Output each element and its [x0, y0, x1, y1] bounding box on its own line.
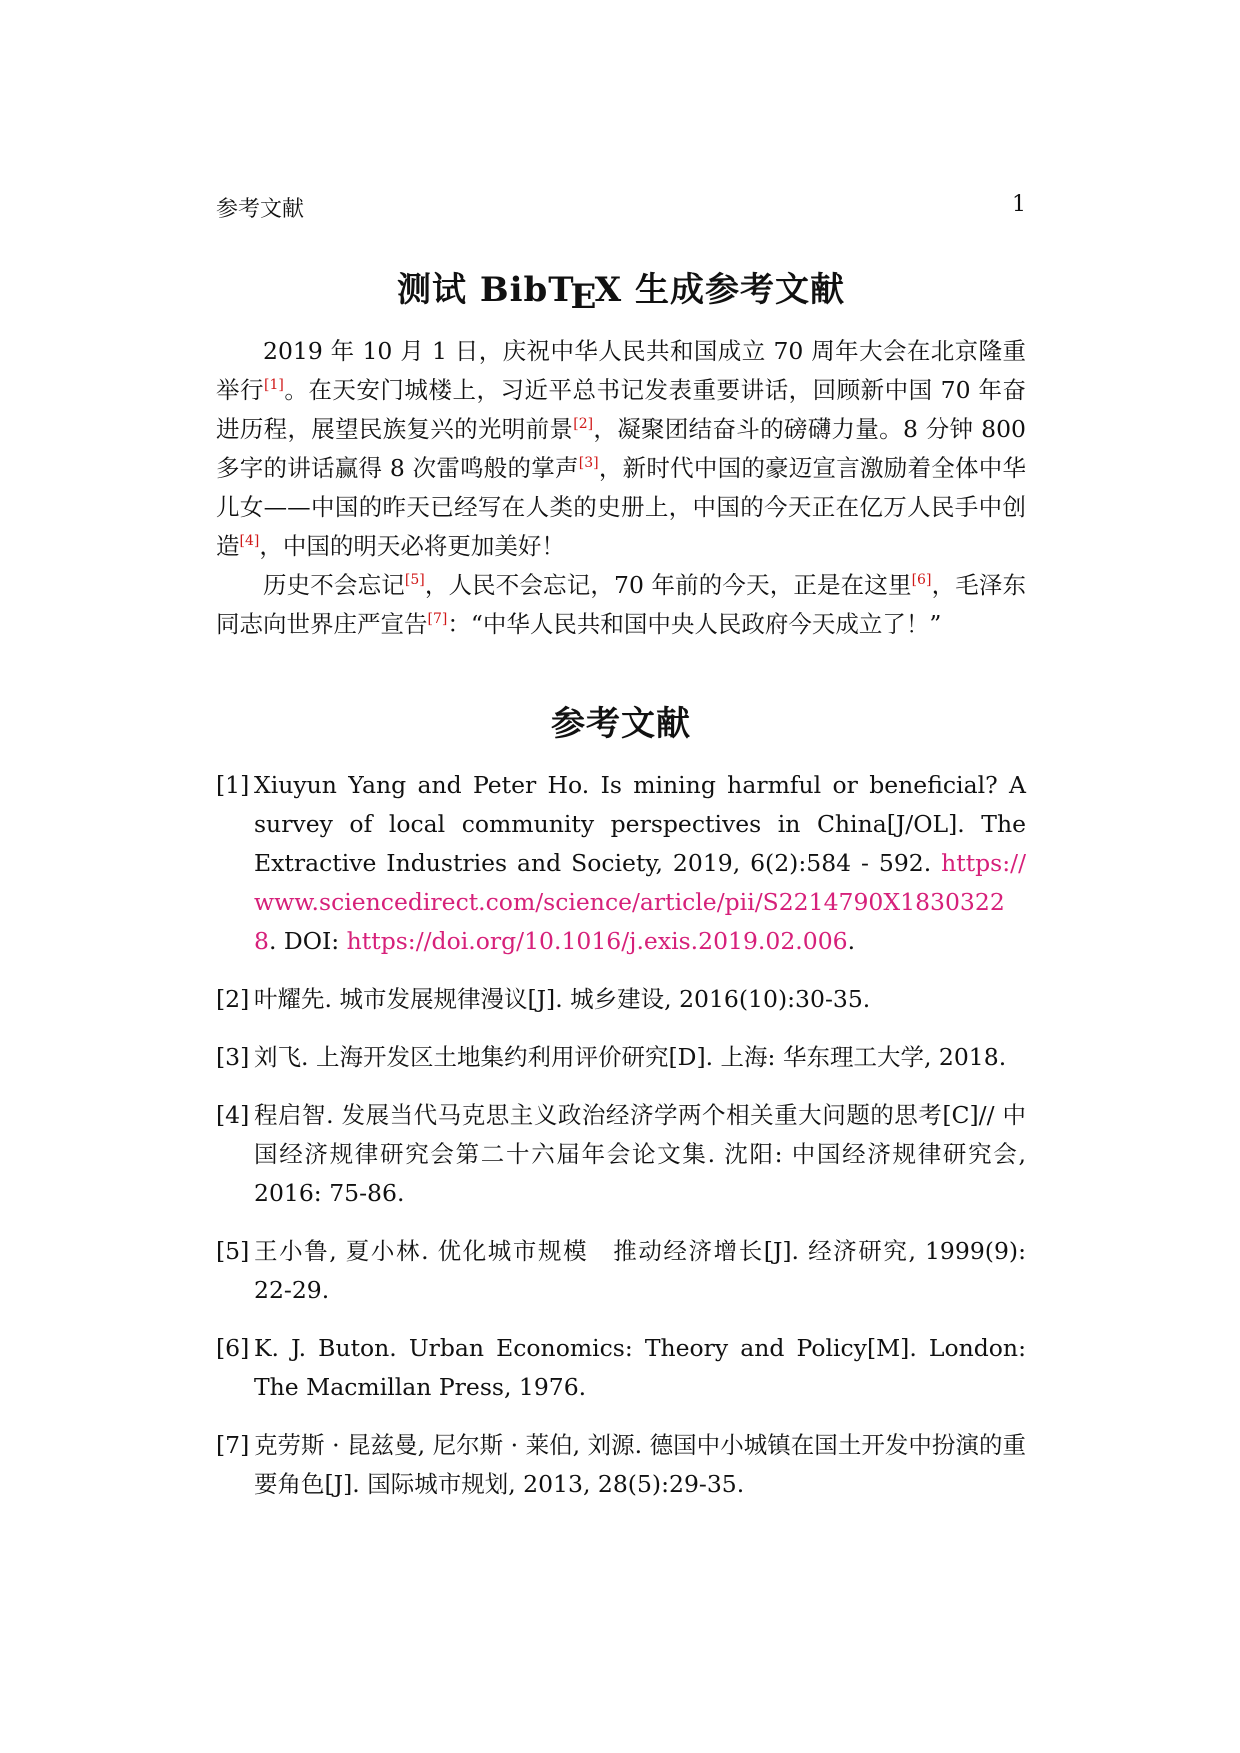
reference-number: [7]: [216, 1431, 250, 1459]
reference-text: . DOI:: [268, 927, 347, 955]
paragraph-2-text: ，毛泽东同志向世界庄严宣告: [216, 571, 1027, 638]
citation-3-link[interactable]: [3]: [578, 455, 599, 471]
reference-item-7: [216, 1426, 1026, 1504]
paragraph-1-text: 。在天安门城楼上，习近平总书记发表重要讲话，回顾新中国 70 年奋进历程，展望民族复兴的光明前景: [216, 376, 1027, 443]
citation-1-link[interactable]: [1]: [264, 377, 284, 393]
header-section-title: 参考文献: [216, 197, 305, 222]
page-number: 1: [1012, 192, 1026, 217]
citation-7-link[interactable]: [7]: [427, 611, 448, 627]
reference-item-5: [216, 1232, 1026, 1310]
reference-text: .: [847, 927, 856, 955]
paragraph-1: [216, 332, 1026, 566]
reference-text: 刘飞. 上海开发区土地集约利用评价研究[D]. 上海: 华东理工大学, 2018.: [254, 1043, 1007, 1071]
reference-item-6: [216, 1329, 1026, 1407]
citation-5-link[interactable]: [5]: [404, 572, 425, 588]
reference-item-3: [216, 1038, 1026, 1077]
reference-text: 克劳斯 · 昆兹曼, 尼尔斯 · 莱伯, 刘源. 德国中小城镇在国土开发中扮演的重要角色[J]. 国际城市规划, 2013, 28(5):29-35.: [254, 1431, 1026, 1498]
references-heading: 参考文献: [551, 704, 691, 744]
paragraph-2-text: ，人民不会忘记，70 年前的今天，正是在这里: [424, 571, 912, 599]
title-tex-e: E: [570, 277, 598, 318]
reference-item-2: [216, 980, 1026, 1019]
reference-text: 叶耀先. 城市发展规律漫议[J]. 城乡建设, 2016(10):30-35.: [254, 985, 871, 1013]
reference-number: [6]: [216, 1334, 250, 1362]
paragraph-1-text: ，中国的明天必将更加美好！: [259, 532, 565, 560]
body-text: [216, 332, 1026, 644]
reference-text: K. J. Buton. Urban Economics: Theory and Policy[M]. London: The Macmillan Press, 1976.: [254, 1334, 1026, 1401]
document-title: [216, 262, 1026, 318]
reference-item-4: [216, 1096, 1026, 1213]
reference-number: [1]: [216, 771, 250, 799]
title-suffix: X 生成参考文献: [594, 270, 845, 310]
paragraph-2: [216, 566, 1026, 644]
title-prefix: 测试 BibT: [397, 270, 575, 310]
reference-number: [4]: [216, 1101, 250, 1129]
citation-4-link[interactable]: [4]: [239, 533, 260, 549]
reference-list: [216, 766, 1026, 1523]
paragraph-2-text: ：“中华人民共和国中央人民政府今天成立了！”: [447, 610, 942, 638]
reference-url-link[interactable]: https://www.sciencedirect.com/science/article/pii/S2214790X18303228: [254, 849, 1026, 955]
reference-number: [5]: [216, 1237, 250, 1265]
reference-text: 程启智. 发展当代马克思主义政治经济学两个相关重大问题的思考[C]// 中国经济规律研究会第二十六届年会论文集. 沈阳: 中国经济规律研究会, 2016: 75-86.: [254, 1101, 1026, 1207]
citation-2-link[interactable]: [2]: [573, 416, 594, 432]
reference-number: [2]: [216, 985, 250, 1013]
paragraph-2-text: 历史不会忘记: [263, 571, 405, 599]
paragraph-1-text: ，新时代中国的豪迈宣言激励着全体中华儿女——中国的昨天已经写在人类的史册上，中国的今天正在亿万人民手中创造: [216, 454, 1026, 560]
reference-number: [3]: [216, 1043, 250, 1071]
paragraph-1-text: 2019 年 10 月 1 日，庆祝中华人民共和国成立 70 周年大会在北京隆重举行: [216, 337, 1026, 404]
paragraph-1-text: ，凝聚团结奋斗的磅礴力量。8 分钟 800 多字的讲话赢得 8 次雷鸣般的掌声: [216, 415, 1026, 482]
reference-doi-link[interactable]: https://doi.org/10.1016/j.exis.2019.02.006: [346, 927, 848, 955]
reference-item-1: [216, 766, 1026, 961]
running-header: [216, 192, 1026, 223]
reference-text: Xiuyun Yang and Peter Ho. Is mining harmful or beneficial? A survey of local community perspectives in China[J/OL]. The Extractive Industries and Society, 2019, 6(2):584 - 592.: [254, 771, 1026, 877]
reference-text: 王小鲁, 夏小林. 优化城市规模 推动经济增长[J]. 经济研究, 1999(9): 22-29.: [254, 1237, 1026, 1304]
citation-6-link[interactable]: [6]: [911, 572, 932, 588]
